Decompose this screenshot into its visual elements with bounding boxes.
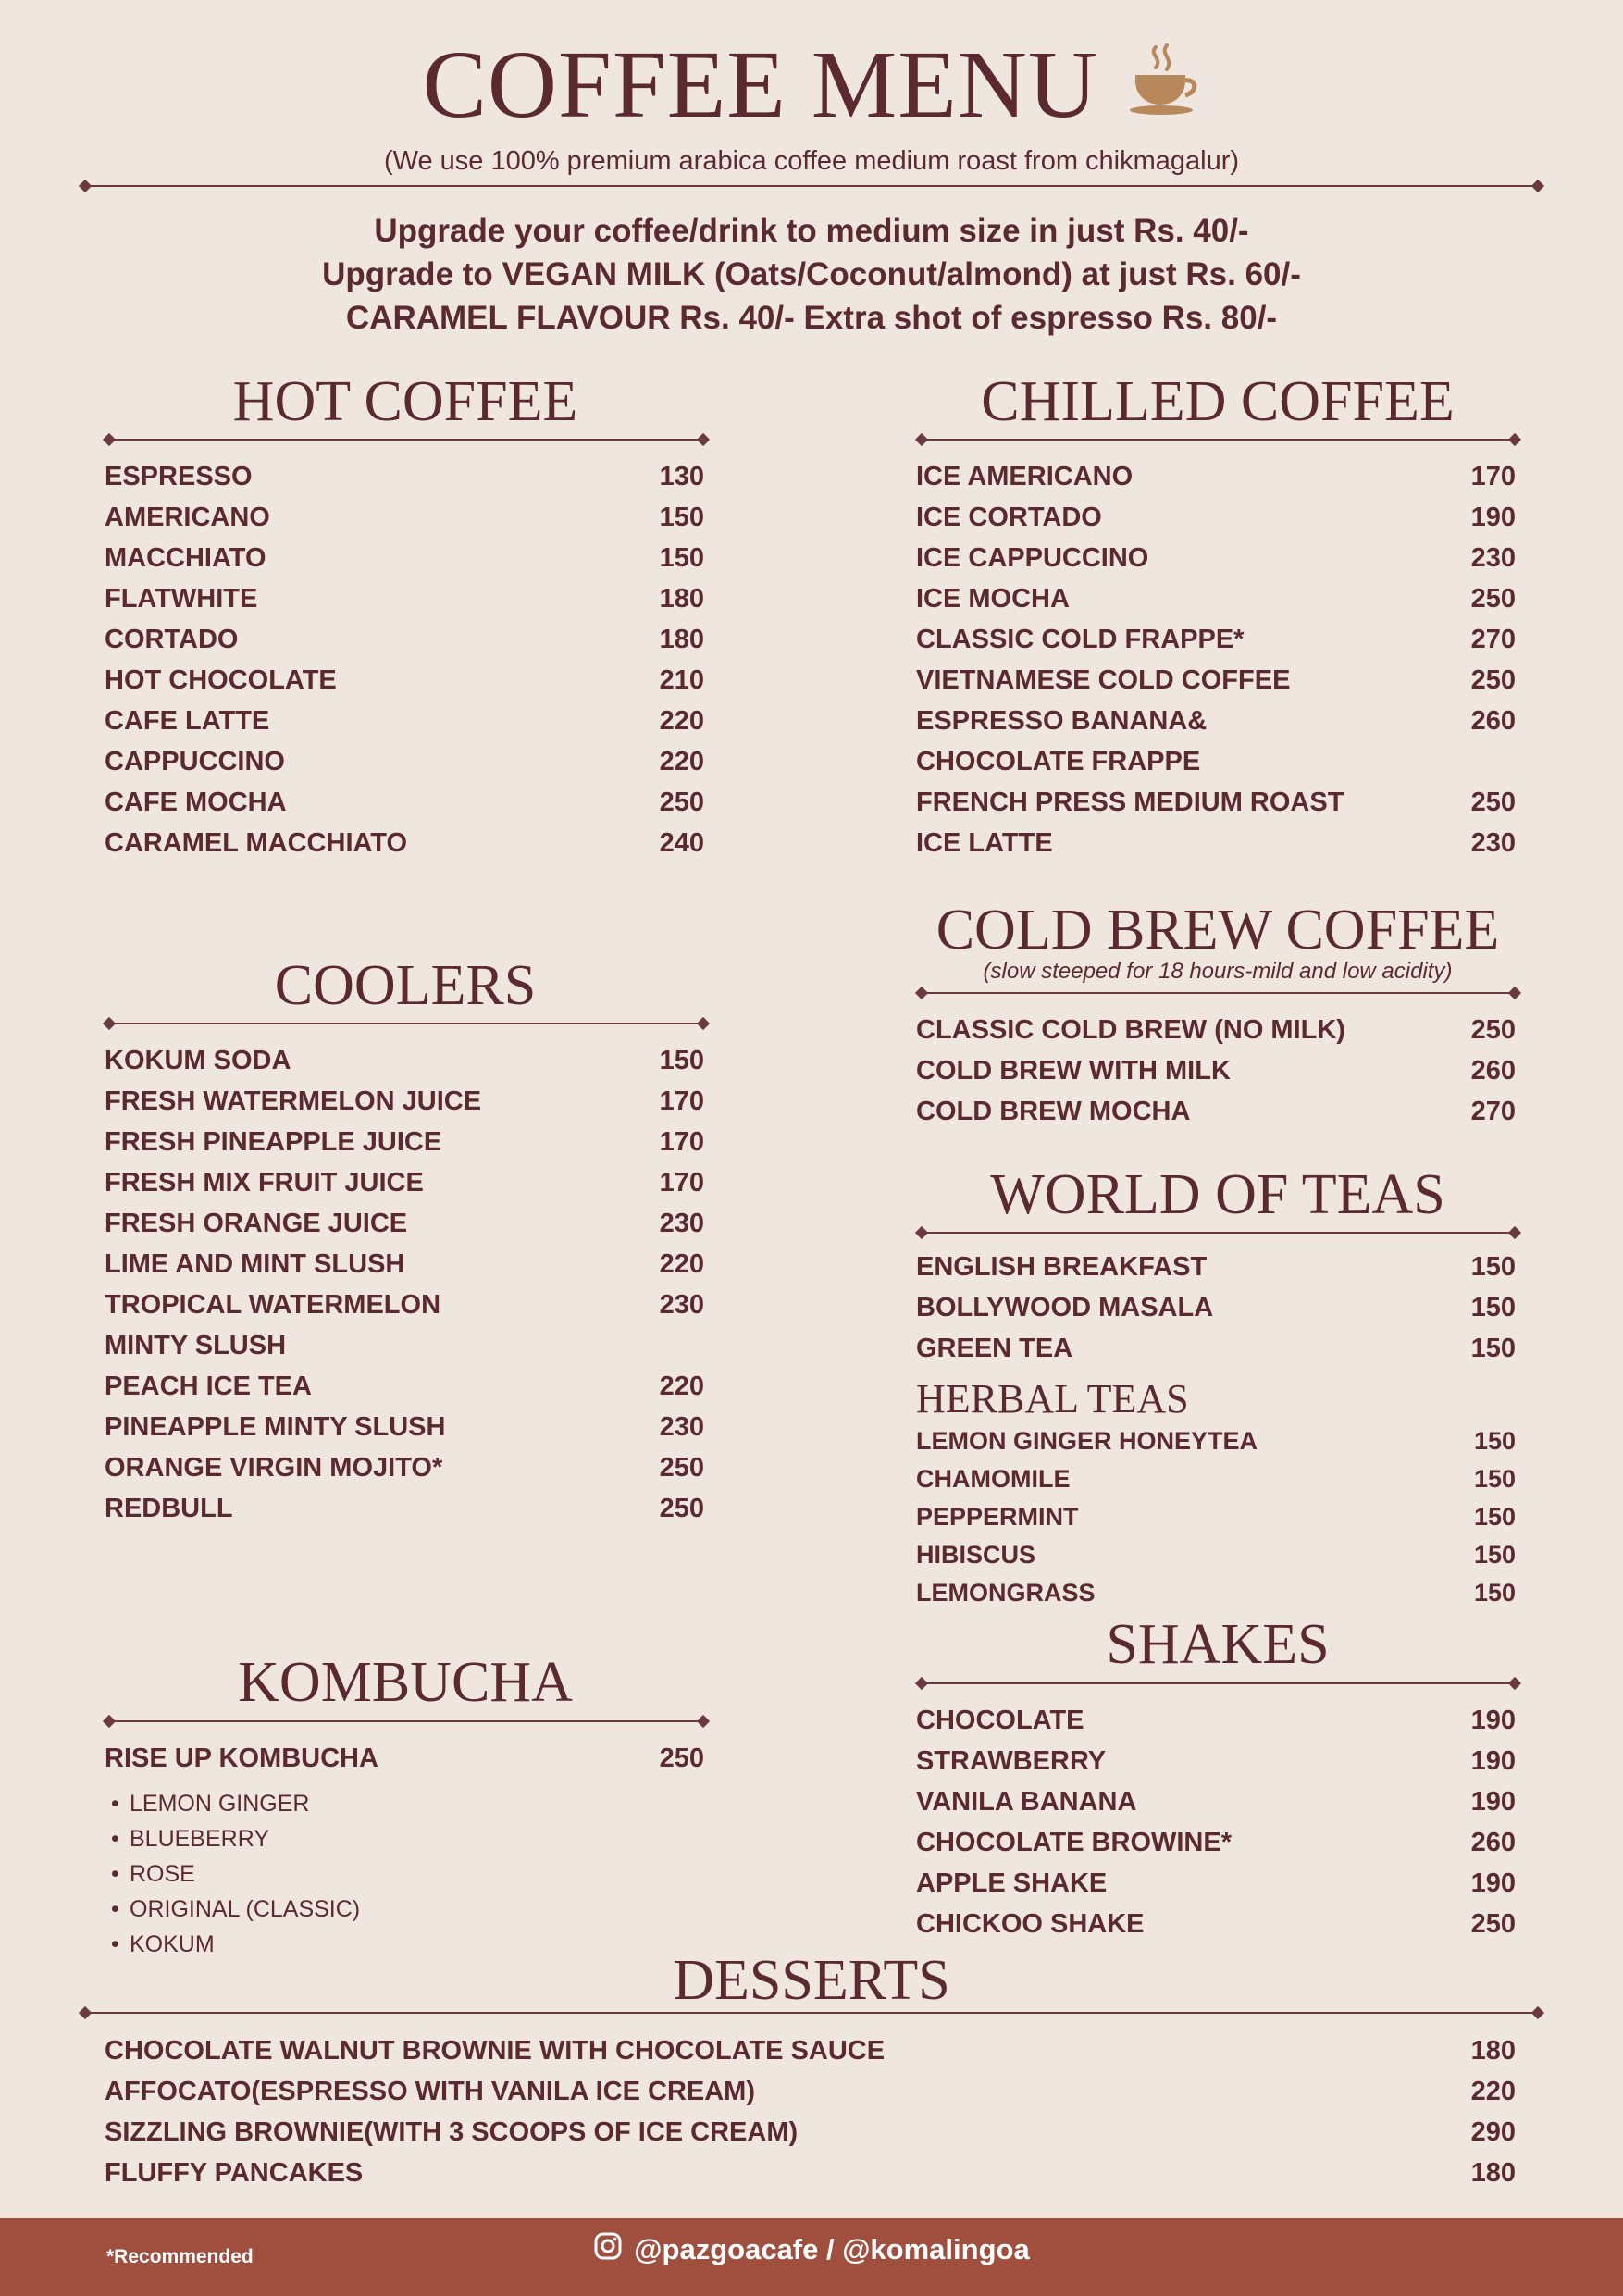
item-name: ENGLISH BREAKFAST xyxy=(916,1252,1208,1282)
item-name: CAFE LATTE xyxy=(105,706,270,736)
desserts-divider xyxy=(81,2006,1542,2019)
item-price: 250 xyxy=(1470,1015,1516,1045)
item-name: FLATWHITE xyxy=(105,584,258,614)
teas-list xyxy=(916,1247,1516,1369)
item-name-line2: MINTY SLUSH xyxy=(105,1331,287,1360)
menu-item xyxy=(916,1247,1516,1287)
item-price: 150 xyxy=(1473,1579,1516,1607)
item-price: 150 xyxy=(1470,1334,1516,1363)
menu-item xyxy=(916,823,1516,863)
menu-item xyxy=(105,2112,1516,2153)
note-size-upgrade: Upgrade your coffee/drink to medium size in just Rs. 40/- xyxy=(374,213,1249,249)
item-name: FRESH ORANGE JUICE xyxy=(105,1209,408,1238)
menu-item xyxy=(916,497,1516,538)
item-name: PEPPERMINT xyxy=(916,1503,1079,1531)
item-price: 260 xyxy=(1470,1828,1516,1857)
menu-item xyxy=(105,1366,704,1407)
cold-brew-title: COLD BREW COFFEE xyxy=(935,899,1500,962)
item-price: 230 xyxy=(659,1209,704,1238)
note-vegan-milk: Upgrade to VEGAN MILK (Oats/Coconut/almond) at just Rs. 60/- xyxy=(322,256,1301,292)
item-name: LEMONGRASS xyxy=(916,1579,1096,1607)
menu-item xyxy=(916,1741,1516,1781)
header-divider xyxy=(81,180,1542,192)
menu-item xyxy=(105,2030,1516,2071)
item-name: TROPICAL WATERMELON xyxy=(105,1290,441,1320)
hot-coffee-list xyxy=(105,456,704,863)
menu-item xyxy=(916,701,1516,782)
item-name: ICE MOCHA xyxy=(916,584,1070,614)
item-price: 190 xyxy=(1470,1787,1516,1817)
menu-item xyxy=(916,578,1516,619)
shakes-title: SHAKES xyxy=(1106,1613,1330,1676)
menu-item xyxy=(916,1574,1516,1612)
teas-divider xyxy=(917,1226,1519,1239)
menu-item xyxy=(105,1244,704,1285)
item-price: 150 xyxy=(1473,1465,1516,1493)
item-name: ESPRESSO BANANA& xyxy=(916,706,1208,736)
item-price: 170 xyxy=(1470,462,1516,491)
hot-coffee-divider xyxy=(105,433,708,446)
item-name: CLASSIC COLD BREW (NO MILK) xyxy=(916,1015,1345,1045)
footer-bar xyxy=(0,2218,1623,2296)
item-price: 180 xyxy=(659,584,704,614)
kombucha-flavours xyxy=(111,1786,360,1962)
teas-title: WORLD OF TEAS xyxy=(990,1163,1445,1226)
item-name: ICE CAPPUCCINO xyxy=(916,543,1149,573)
menu-item xyxy=(916,1700,1516,1741)
menu-item xyxy=(916,1460,1516,1498)
item-name: COLD BREW MOCHA xyxy=(916,1097,1191,1126)
kombucha-list xyxy=(105,1738,704,1779)
item-price: 260 xyxy=(1470,706,1516,736)
upgrade-notes xyxy=(0,209,1623,340)
menu-item xyxy=(105,660,704,701)
item-name: FLUFFY PANCAKES xyxy=(105,2158,364,2188)
item-price: 270 xyxy=(1470,625,1516,654)
item-name: CARAMEL MACCHIATO xyxy=(105,828,408,858)
item-price: 180 xyxy=(659,625,704,654)
menu-item xyxy=(105,1407,704,1447)
herbal-teas-list xyxy=(916,1422,1516,1612)
item-price: 220 xyxy=(659,1371,704,1401)
item-name: SIZZLING BROWNIE(WITH 3 SCOOPS OF ICE CREAM) xyxy=(105,2117,799,2147)
flavour-item: • BLUEBERRY xyxy=(111,1821,360,1856)
menu-item xyxy=(105,497,704,538)
item-name: MACCHIATO xyxy=(105,543,266,573)
item-price: 250 xyxy=(659,788,704,817)
menu-item xyxy=(916,1863,1516,1904)
menu-item xyxy=(105,578,704,619)
item-name: ICE AMERICANO xyxy=(916,462,1134,491)
menu-subtitle: (We use 100% premium arabica coffee medium roast from chikmagalur) xyxy=(383,146,1240,176)
menu-item xyxy=(105,1738,704,1779)
item-price: 260 xyxy=(1470,1056,1516,1086)
cold-brew-list xyxy=(916,1010,1516,1132)
item-name: ESPRESSO xyxy=(105,462,253,491)
item-name: CHAMOMILE xyxy=(916,1465,1071,1493)
flavour-item: • LEMON GINGER xyxy=(111,1786,360,1821)
menu-item xyxy=(105,2153,1516,2193)
hot-coffee-title: HOT COFFEE xyxy=(232,370,578,433)
item-name: AMERICANO xyxy=(105,503,270,532)
item-price: 190 xyxy=(1470,503,1516,532)
item-name: AFFOCATO(ESPRESSO WITH VANILA ICE CREAM) xyxy=(105,2077,755,2106)
item-price: 150 xyxy=(1473,1541,1516,1569)
item-price: 210 xyxy=(659,665,704,695)
item-name: FRESH MIX FRUIT JUICE xyxy=(105,1168,424,1198)
item-price: 250 xyxy=(1470,788,1516,817)
menu-item xyxy=(105,619,704,660)
item-name: HIBISCUS xyxy=(916,1541,1036,1569)
menu-item xyxy=(105,1122,704,1162)
herbal-teas-title: HERBAL TEAS xyxy=(916,1376,1189,1421)
item-name: CLASSIC COLD FRAPPE* xyxy=(916,625,1245,654)
item-price: 150 xyxy=(659,543,704,573)
item-price: 150 xyxy=(1470,1252,1516,1282)
item-name: GREEN TEA xyxy=(916,1334,1073,1363)
item-name: BOLLYWOOD MASALA xyxy=(916,1293,1214,1322)
menu-item xyxy=(105,1162,704,1203)
item-price: 220 xyxy=(659,1249,704,1279)
cold-brew-subtitle: (slow steeped for 18 hours-mild and low acidity) xyxy=(983,959,1453,984)
menu-item xyxy=(105,1285,704,1366)
menu-item xyxy=(105,2071,1516,2112)
instagram-icon xyxy=(593,2231,623,2268)
item-name: RISE UP KOMBUCHA xyxy=(105,1744,378,1773)
item-price: 230 xyxy=(659,1290,704,1320)
item-name: PINEAPPLE MINTY SLUSH xyxy=(105,1412,446,1442)
item-price: 290 xyxy=(1470,2117,1516,2147)
item-price: 250 xyxy=(659,1494,704,1523)
menu-item xyxy=(105,823,704,863)
item-price: 180 xyxy=(1470,2036,1516,2066)
item-name: FRESH WATERMELON JUICE xyxy=(105,1086,482,1116)
chilled-coffee-divider xyxy=(917,433,1519,446)
item-price: 230 xyxy=(1470,828,1516,858)
item-price: 240 xyxy=(659,828,704,858)
item-name: FRESH PINEAPPLE JUICE xyxy=(105,1127,442,1157)
flavour-item: • KOKUM xyxy=(111,1927,360,1962)
shakes-divider xyxy=(917,1677,1519,1690)
item-name: STRAWBERRY xyxy=(916,1746,1107,1776)
item-name-line2: CHOCOLATE FRAPPE xyxy=(916,747,1201,776)
item-price: 270 xyxy=(1470,1097,1516,1126)
item-name: PEACH ICE TEA xyxy=(105,1371,312,1401)
chilled-coffee-list xyxy=(916,456,1516,863)
item-name: REDBULL xyxy=(105,1494,233,1523)
kombucha-divider xyxy=(105,1715,708,1728)
menu-item xyxy=(916,456,1516,497)
menu-item xyxy=(916,538,1516,578)
menu-item xyxy=(916,1822,1516,1863)
item-price: 170 xyxy=(659,1086,704,1116)
item-name: COLD BREW WITH MILK xyxy=(916,1056,1231,1086)
menu-item xyxy=(916,1904,1516,1944)
item-price: 150 xyxy=(659,503,704,532)
cold-brew-divider xyxy=(917,987,1519,999)
coolers-divider xyxy=(105,1017,708,1030)
item-name: LIME AND MINT SLUSH xyxy=(105,1249,405,1279)
item-price: 250 xyxy=(1470,1909,1516,1939)
item-price: 190 xyxy=(1470,1746,1516,1776)
item-name: VIETNAMESE COLD COFFEE xyxy=(916,665,1291,695)
menu-item xyxy=(916,1422,1516,1460)
item-name: FRENCH PRESS MEDIUM ROAST xyxy=(916,788,1344,817)
recommended-footnote: *Recommended xyxy=(106,2246,254,2267)
menu-item xyxy=(105,701,704,741)
menu-item xyxy=(916,1091,1516,1132)
chilled-coffee-title: CHILLED COFFEE xyxy=(981,370,1455,433)
item-name: LEMON GINGER HONEYTEA xyxy=(916,1427,1258,1455)
menu-item xyxy=(916,1781,1516,1822)
item-price: 250 xyxy=(659,1453,704,1483)
item-name: CAFE MOCHA xyxy=(105,788,287,817)
title-row xyxy=(0,31,1623,138)
shakes-list xyxy=(916,1700,1516,1944)
menu-item xyxy=(105,1488,704,1529)
menu-item xyxy=(916,1050,1516,1091)
item-price: 150 xyxy=(1470,1293,1516,1322)
flavour-item: • ORIGINAL (CLASSIC) xyxy=(111,1892,360,1927)
menu-item xyxy=(916,1287,1516,1328)
menu-item xyxy=(916,660,1516,701)
item-price: 170 xyxy=(659,1168,704,1198)
item-price: 130 xyxy=(659,462,704,491)
menu-item xyxy=(105,1040,704,1081)
item-name: CORTADO xyxy=(105,625,239,654)
menu-item xyxy=(105,538,704,578)
item-price: 180 xyxy=(1470,2158,1516,2188)
menu-item xyxy=(105,1203,704,1244)
item-name: APPLE SHAKE xyxy=(916,1868,1108,1898)
menu-item xyxy=(916,1328,1516,1369)
item-name: CHOCOLATE WALNUT BROWNIE WITH CHOCOLATE SAUCE xyxy=(105,2036,886,2066)
item-price: 230 xyxy=(659,1412,704,1442)
menu-title: COFFEE MENU xyxy=(422,31,1098,138)
menu-item xyxy=(916,619,1516,660)
item-price: 150 xyxy=(659,1046,704,1075)
coolers-title: COOLERS xyxy=(274,954,537,1017)
item-price: 230 xyxy=(1470,543,1516,573)
item-name: CHICKOO SHAKE xyxy=(916,1909,1145,1939)
item-name: VANILA BANANA xyxy=(916,1787,1137,1817)
item-price: 150 xyxy=(1473,1503,1516,1531)
item-name: ICE CORTADO xyxy=(916,503,1102,532)
social-handles-text[interactable]: @pazgoacafe / @komalingoa xyxy=(634,2233,1030,2265)
menu-item xyxy=(916,1536,1516,1574)
item-name: CHOCOLATE xyxy=(916,1706,1084,1735)
menu-item xyxy=(105,1447,704,1488)
item-name: CHOCOLATE BROWINE* xyxy=(916,1828,1233,1857)
item-name: HOT CHOCOLATE xyxy=(105,665,337,695)
menu-item xyxy=(916,1010,1516,1050)
item-name: CAPPUCCINO xyxy=(105,747,285,776)
item-price: 220 xyxy=(659,706,704,736)
kombucha-title: KOMBUCHA xyxy=(238,1651,573,1714)
item-price: 150 xyxy=(1473,1427,1516,1455)
menu-item xyxy=(105,1081,704,1122)
item-price: 250 xyxy=(659,1744,704,1773)
social-handles xyxy=(0,2233,1623,2268)
flavour-item: • ROSE xyxy=(111,1856,360,1892)
item-name: ICE LATTE xyxy=(916,828,1053,858)
menu-item xyxy=(105,741,704,782)
menu-item xyxy=(916,782,1516,823)
menu-item xyxy=(105,456,704,497)
item-price: 250 xyxy=(1470,665,1516,695)
item-price: 190 xyxy=(1470,1868,1516,1898)
item-price: 170 xyxy=(659,1127,704,1157)
item-price: 250 xyxy=(1470,584,1516,614)
menu-item xyxy=(916,1498,1516,1536)
menu-item xyxy=(105,782,704,823)
item-price: 220 xyxy=(1470,2077,1516,2106)
item-name: ORANGE VIRGIN MOJITO* xyxy=(105,1453,443,1483)
item-price: 220 xyxy=(659,747,704,776)
coolers-list xyxy=(105,1040,704,1529)
item-name: KOKUM SODA xyxy=(105,1046,291,1075)
note-extras: CARAMEL FLAVOUR Rs. 40/- Extra shot of espresso Rs. 80/- xyxy=(345,300,1278,336)
desserts-title: DESSERTS xyxy=(673,1949,950,2012)
coffee-cup-icon xyxy=(1128,43,1200,122)
desserts-list xyxy=(105,2030,1516,2193)
item-price: 190 xyxy=(1470,1706,1516,1735)
